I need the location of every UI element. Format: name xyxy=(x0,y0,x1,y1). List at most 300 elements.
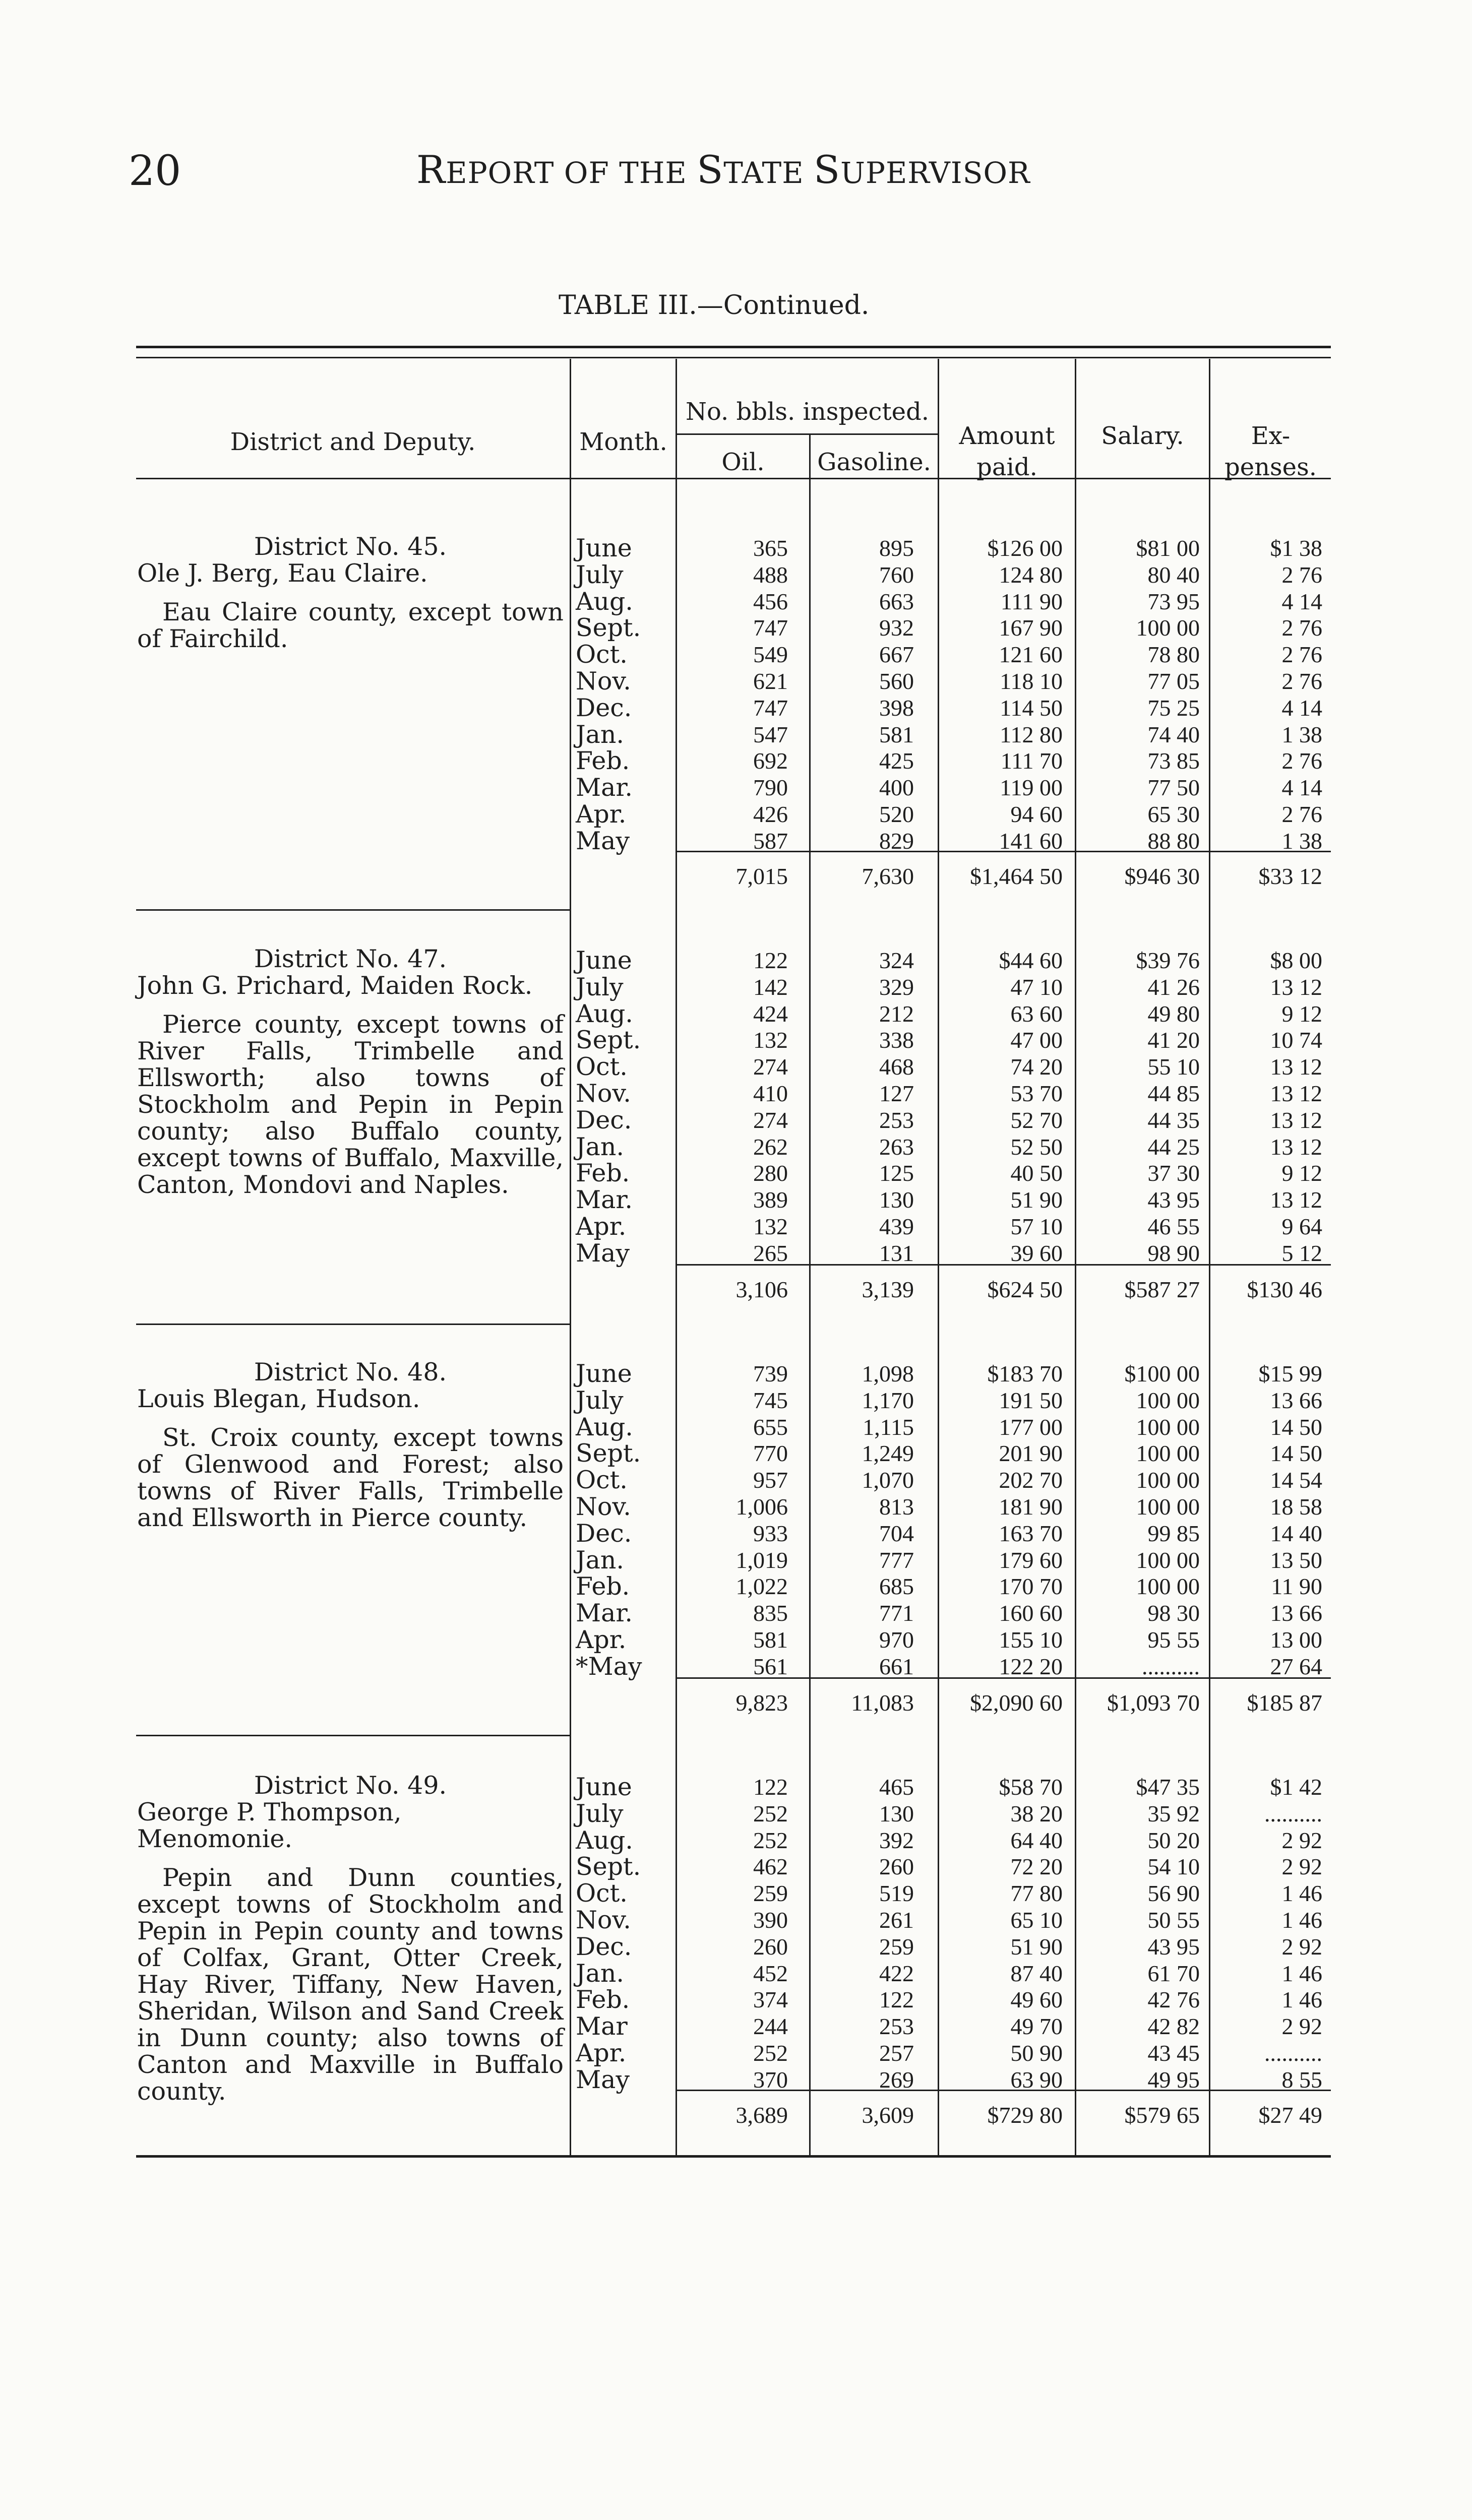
gasoline-cell: 661 xyxy=(879,1653,914,1679)
oil-cell: 456 xyxy=(753,588,788,614)
amount-cell: 119 00 xyxy=(1000,775,1063,801)
salary-cell: 100 00 xyxy=(1136,1573,1200,1600)
amount-cell: $183 70 xyxy=(987,1361,1063,1387)
oil-cell: 747 xyxy=(753,615,788,641)
salary-cell: 80 40 xyxy=(1147,561,1200,588)
salary-cell: 99 85 xyxy=(1147,1520,1200,1546)
salary-cell: 46 55 xyxy=(1147,1213,1200,1239)
expenses-cell: 5 12 xyxy=(1281,1240,1322,1266)
salary-cell: 42 82 xyxy=(1147,2013,1200,2040)
table-caption: TABLE III.—Continued. xyxy=(559,290,870,321)
salary-cell: 100 00 xyxy=(1136,1493,1200,1520)
col-rule-month xyxy=(570,359,571,2155)
gasoline-cell: 970 xyxy=(879,1626,914,1653)
expenses-cell: 2 76 xyxy=(1281,668,1322,694)
oil-cell: 692 xyxy=(753,748,788,774)
gasoline-cell: 813 xyxy=(879,1493,914,1520)
col-header-expenses: Ex- penses. xyxy=(1224,422,1317,481)
month-cell: Apr. xyxy=(576,1212,627,1241)
oil-cell: 747 xyxy=(753,695,788,721)
gasoline-cell: 122 xyxy=(879,1987,914,2013)
month-cell: Nov. xyxy=(576,666,631,696)
month-cell: Aug. xyxy=(576,1412,633,1441)
gasoline-cell: 667 xyxy=(879,642,914,668)
oil-cell: 424 xyxy=(753,1000,788,1027)
gasoline-cell: 685 xyxy=(879,1573,914,1600)
section-rule xyxy=(136,1735,570,1736)
month-column xyxy=(576,535,671,855)
amount-cell: 53 70 xyxy=(1010,1080,1063,1106)
expenses-cell: 1 46 xyxy=(1281,1960,1322,1986)
oil-cell: 549 xyxy=(753,642,788,668)
gasoline-cell: 932 xyxy=(879,615,914,641)
district-info xyxy=(137,1772,564,2105)
district-territory: Eau Claire county, except town of Fairchild. xyxy=(137,598,564,653)
expenses-cell: 13 12 xyxy=(1270,974,1322,1000)
gasoline-cell: 212 xyxy=(879,1000,914,1027)
amount-cell: 181 90 xyxy=(999,1493,1063,1520)
expenses-cell: 9 64 xyxy=(1281,1213,1322,1239)
district-info xyxy=(137,1359,564,1531)
salary-cell: 43 45 xyxy=(1147,2040,1200,2066)
month-cell: Jan. xyxy=(576,720,624,749)
expenses-cell: 13 12 xyxy=(1270,1187,1322,1213)
amount-cell: 51 90 xyxy=(1010,1187,1063,1213)
month-cell: Feb. xyxy=(576,1572,630,1601)
gasoline-cell: 425 xyxy=(879,748,914,774)
amount-total: $1,464 50 xyxy=(970,863,1063,889)
expenses-cell: $15 99 xyxy=(1258,1361,1322,1387)
amount-cell: 114 50 xyxy=(1000,695,1063,721)
oil-cell: 252 xyxy=(753,1827,788,1853)
expenses-cell: 13 66 xyxy=(1270,1600,1322,1626)
salary-cell: 43 95 xyxy=(1147,1187,1200,1213)
month-cell: Oct. xyxy=(576,640,628,669)
gasoline-cell: 777 xyxy=(879,1547,914,1573)
oil-cell: 1,006 xyxy=(735,1493,788,1520)
expenses-cell: 11 90 xyxy=(1271,1573,1322,1600)
salary-cell: 100 00 xyxy=(1136,1547,1200,1573)
gasoline-cell: 1,070 xyxy=(862,1467,914,1493)
month-cell: Sept. xyxy=(576,1439,641,1468)
oil-cell: 933 xyxy=(753,1520,788,1546)
expenses-column xyxy=(1210,1361,1322,1680)
amount-cell: 72 20 xyxy=(1010,1854,1063,1880)
month-cell: July xyxy=(576,560,624,589)
oil-cell: 790 xyxy=(753,775,788,801)
salary-cell: 73 95 xyxy=(1147,588,1200,614)
salary-cell: 95 55 xyxy=(1147,1626,1200,1653)
expenses-cell: 2 92 xyxy=(1281,1933,1322,1960)
expenses-cell: 2 76 xyxy=(1281,748,1322,774)
gasoline-cell: 130 xyxy=(879,1800,914,1826)
col-header-oil: Oil. xyxy=(721,448,765,476)
salary-cell: 75 25 xyxy=(1147,695,1200,721)
salary-column xyxy=(1076,535,1200,855)
oil-cell: 252 xyxy=(753,2040,788,2066)
salary-cell: $100 00 xyxy=(1124,1361,1200,1387)
oil-cell: 132 xyxy=(753,1213,788,1239)
gasoline-cell: 131 xyxy=(879,1240,914,1266)
oil-cell: 452 xyxy=(753,1960,788,1986)
salary-cell: 74 40 xyxy=(1147,721,1200,747)
salary-total: $1,093 70 xyxy=(1107,1690,1200,1716)
district-info xyxy=(137,946,564,1198)
salary-cell: 77 50 xyxy=(1147,775,1200,801)
section-rule xyxy=(136,909,570,911)
gasoline-cell: 1,115 xyxy=(863,1414,914,1440)
month-cell: Jan. xyxy=(576,1132,624,1161)
month-cell: *May xyxy=(576,1652,642,1681)
expenses-cell: 1 46 xyxy=(1281,1987,1322,2013)
salary-cell: 50 55 xyxy=(1147,1907,1200,1933)
salary-cell: 44 35 xyxy=(1147,1107,1200,1133)
month-cell: Apr. xyxy=(576,799,627,829)
gasoline-total: 11,083 xyxy=(851,1690,914,1716)
expenses-cell: 18 58 xyxy=(1270,1493,1322,1520)
oil-total: 3,689 xyxy=(735,2102,788,2128)
amount-cell: 179 60 xyxy=(999,1547,1063,1573)
amount-cell: 38 20 xyxy=(1010,1800,1063,1826)
month-column xyxy=(576,948,671,1267)
amount-cell: 202 70 xyxy=(999,1467,1063,1493)
oil-cell: 244 xyxy=(753,2013,788,2040)
oil-cell: 1,019 xyxy=(735,1547,788,1573)
expenses-column xyxy=(1210,948,1322,1267)
gasoline-cell: 127 xyxy=(879,1080,914,1106)
amount-cell: 112 80 xyxy=(1000,721,1063,747)
month-cell: Feb. xyxy=(576,1985,630,2014)
gasoline-column xyxy=(811,535,914,855)
month-cell: Feb. xyxy=(576,746,630,776)
expenses-cell: $8 00 xyxy=(1270,948,1322,973)
expenses-cell: 14 50 xyxy=(1270,1440,1322,1467)
expenses-cell: 13 12 xyxy=(1270,1133,1322,1160)
oil-cell: 132 xyxy=(753,1027,788,1053)
month-cell: Nov. xyxy=(576,1905,631,1934)
amount-column xyxy=(939,1361,1063,1680)
header-bottom-rule xyxy=(136,478,1331,479)
expenses-cell: 2 76 xyxy=(1281,801,1322,827)
expenses-total: $130 46 xyxy=(1247,1277,1322,1302)
salary-cell: 98 30 xyxy=(1147,1600,1200,1626)
gasoline-cell: 760 xyxy=(879,561,914,588)
expenses-cell: 2 92 xyxy=(1281,2013,1322,2040)
amount-cell: 163 70 xyxy=(999,1520,1063,1546)
amount-cell: 155 10 xyxy=(999,1626,1063,1653)
oil-cell: 655 xyxy=(753,1414,788,1440)
salary-cell: 41 20 xyxy=(1147,1027,1200,1053)
district-title: District No. 49. xyxy=(254,1771,447,1800)
oil-cell: 370 xyxy=(753,2066,788,2093)
oil-cell: 835 xyxy=(753,1600,788,1626)
gasoline-cell: 261 xyxy=(879,1907,914,1933)
gasoline-cell: 520 xyxy=(879,801,914,827)
expenses-cell: 2 76 xyxy=(1281,561,1322,588)
expenses-cell: 1 38 xyxy=(1281,828,1322,854)
salary-cell: 54 10 xyxy=(1147,1854,1200,1880)
oil-cell: 739 xyxy=(753,1361,788,1387)
month-cell: Dec. xyxy=(576,693,632,722)
salary-cell: 49 95 xyxy=(1147,2066,1200,2093)
bbls-subrule xyxy=(676,433,938,435)
expenses-cell: 4 14 xyxy=(1281,695,1322,721)
district-territory: Pepin and Dunn counties, except towns of Stockholm and Pepin in Pepin county and towns of Colfax, Grant, Otter Creek, Hay River, Tiffany, New Haven, Sheridan, Wilson and Sand Creek in Dunn county; also towns of Canton and Maxville in Buffalo county. xyxy=(137,1863,564,2106)
expenses-total: $185 87 xyxy=(1247,1690,1322,1716)
expenses-cell: $1 38 xyxy=(1270,535,1322,561)
oil-cell: 274 xyxy=(753,1054,788,1080)
expenses-total: $27 49 xyxy=(1258,2102,1322,2128)
month-cell: Oct. xyxy=(576,1879,628,1908)
oil-cell: 1,022 xyxy=(735,1573,788,1600)
gasoline-cell: 260 xyxy=(879,1854,914,1880)
gasoline-cell: 257 xyxy=(879,2040,914,2066)
deputy-name: John G. Prichard, Maiden Rock. xyxy=(137,971,533,1000)
gasoline-cell: 338 xyxy=(879,1027,914,1053)
expenses-cell: 1 46 xyxy=(1281,1907,1322,1933)
amount-total: $2,090 60 xyxy=(970,1690,1063,1716)
running-header: REPORT OF THE STATE SUPERVISOR xyxy=(416,147,1030,192)
gasoline-cell: 1,098 xyxy=(862,1361,914,1387)
amount-cell: 177 00 xyxy=(999,1414,1063,1440)
expenses-cell: 14 54 xyxy=(1270,1467,1322,1493)
amount-cell: 170 70 xyxy=(999,1573,1063,1600)
oil-cell: 122 xyxy=(753,1774,788,1800)
expenses-cell: 10 74 xyxy=(1270,1027,1322,1053)
expenses-cell: .......... xyxy=(1264,2040,1322,2066)
amount-cell: 121 60 xyxy=(999,642,1063,668)
oil-cell: 122 xyxy=(753,948,788,973)
month-cell: June xyxy=(576,1773,632,1801)
gasoline-cell: 269 xyxy=(879,2066,914,2093)
amount-cell: 87 40 xyxy=(1010,1960,1063,1986)
amount-column xyxy=(939,1774,1063,2094)
gasoline-cell: 581 xyxy=(879,721,914,747)
month-cell: Oct. xyxy=(576,1052,628,1082)
salary-cell: 100 00 xyxy=(1136,1414,1200,1440)
gasoline-cell: 468 xyxy=(879,1054,914,1080)
month-cell: Jan. xyxy=(576,1959,624,1988)
month-cell: Sept. xyxy=(576,613,641,643)
gasoline-cell: 1,249 xyxy=(862,1440,914,1467)
oil-cell: 587 xyxy=(753,828,788,854)
salary-cell: 44 25 xyxy=(1147,1133,1200,1160)
amount-cell: 57 10 xyxy=(1010,1213,1063,1239)
expenses-cell: 9 12 xyxy=(1281,1000,1322,1027)
gasoline-total: 7,630 xyxy=(862,863,914,889)
expenses-cell: 2 92 xyxy=(1281,1827,1322,1853)
month-cell: Apr. xyxy=(576,1625,627,1654)
gasoline-cell: 560 xyxy=(879,668,914,694)
salary-cell: 100 00 xyxy=(1136,1387,1200,1413)
gasoline-column xyxy=(811,1774,914,2094)
month-cell: May xyxy=(576,826,630,855)
expenses-cell: 1 46 xyxy=(1281,1880,1322,1907)
salary-cell: .......... xyxy=(1142,1653,1200,1679)
amount-cell: 47 10 xyxy=(1010,974,1063,1000)
amount-total: $624 50 xyxy=(987,1277,1063,1302)
month-cell: Mar. xyxy=(576,773,633,802)
gasoline-total: 3,609 xyxy=(862,2102,914,2128)
month-column xyxy=(576,1774,671,2094)
oil-cell: 265 xyxy=(753,1240,788,1266)
amount-cell: 141 60 xyxy=(999,828,1063,854)
amount-column xyxy=(939,535,1063,855)
salary-cell: 55 10 xyxy=(1147,1054,1200,1080)
oil-cell: 389 xyxy=(753,1187,788,1213)
salary-cell: 50 20 xyxy=(1147,1827,1200,1853)
deputy-name: Louis Blegan, Hudson. xyxy=(137,1384,420,1413)
table-top-rule xyxy=(136,346,1331,348)
oil-cell: 274 xyxy=(753,1107,788,1133)
gasoline-cell: 253 xyxy=(879,2013,914,2040)
col-header-amount: Amount paid. xyxy=(959,422,1055,481)
expenses-cell: 1 38 xyxy=(1281,721,1322,747)
gasoline-total: 3,139 xyxy=(862,1277,914,1302)
oil-total: 3,106 xyxy=(735,1277,788,1302)
salary-cell: 73 85 xyxy=(1147,748,1200,774)
gasoline-cell: 439 xyxy=(879,1213,914,1239)
oil-cell: 957 xyxy=(753,1467,788,1493)
salary-cell: 44 85 xyxy=(1147,1080,1200,1106)
month-cell: June xyxy=(576,946,632,975)
salary-column xyxy=(1076,1361,1200,1680)
col-header-month: Month. xyxy=(579,428,667,456)
amount-cell: 49 60 xyxy=(1010,1987,1063,2013)
amount-cell: 124 80 xyxy=(999,561,1063,588)
expenses-cell: 9 12 xyxy=(1281,1160,1322,1186)
gasoline-cell: 400 xyxy=(879,775,914,801)
col-header-bbls: No. bbls. inspected. xyxy=(685,398,930,426)
month-cell: Aug. xyxy=(576,587,633,616)
gasoline-cell: 1,170 xyxy=(862,1387,914,1413)
expenses-cell: 4 14 xyxy=(1281,775,1322,801)
gasoline-cell: 259 xyxy=(879,1933,914,1960)
gasoline-cell: 329 xyxy=(879,974,914,1000)
salary-total: $579 65 xyxy=(1124,2102,1200,2128)
oil-cell: 581 xyxy=(753,1626,788,1653)
gasoline-cell: 771 xyxy=(879,1600,914,1626)
salary-cell: 77 05 xyxy=(1147,668,1200,694)
amount-total: $729 80 xyxy=(987,2102,1063,2128)
month-cell: Mar. xyxy=(576,1185,633,1215)
oil-cell: 462 xyxy=(753,1854,788,1880)
amount-cell: $58 70 xyxy=(999,1774,1063,1800)
amount-cell: 191 50 xyxy=(999,1387,1063,1413)
amount-cell: 50 90 xyxy=(1010,2040,1063,2066)
expenses-cell: $1 42 xyxy=(1270,1774,1322,1800)
oil-cell: 561 xyxy=(753,1653,788,1679)
month-cell: July xyxy=(576,1385,624,1415)
gasoline-cell: 663 xyxy=(879,588,914,614)
expenses-column xyxy=(1210,535,1322,855)
expenses-column xyxy=(1210,1774,1322,2094)
month-cell: Sept. xyxy=(576,1852,641,1881)
expenses-total: $33 12 xyxy=(1258,863,1322,889)
district-territory: Pierce county, except towns of River Falls, Trimbelle and Ellsworth; also towns of Stockholm and Pepin in Pepin county; also Buffalo county, except towns of Buffalo, Maxville, Canton, Mondovi and Naples. xyxy=(137,1010,564,1199)
gasoline-cell: 125 xyxy=(879,1160,914,1186)
oil-column xyxy=(677,1774,788,2094)
expenses-cell: 13 66 xyxy=(1270,1387,1322,1413)
salary-cell: 88 80 xyxy=(1147,828,1200,854)
salary-cell: 100 00 xyxy=(1136,615,1200,641)
salary-cell: 35 92 xyxy=(1147,1800,1200,1826)
oil-cell: 410 xyxy=(753,1080,788,1106)
amount-cell: 47 00 xyxy=(1010,1027,1063,1053)
amount-cell: 201 90 xyxy=(999,1440,1063,1467)
page-number: 20 xyxy=(129,147,181,195)
deputy-name: Ole J. Berg, Eau Claire. xyxy=(137,559,428,588)
amount-cell: 122 20 xyxy=(999,1653,1063,1679)
expenses-cell: 4 14 xyxy=(1281,588,1322,614)
month-cell: July xyxy=(576,972,624,1001)
salary-cell: 43 95 xyxy=(1147,1933,1200,1960)
table-bottom-rule xyxy=(136,2155,1331,2158)
district-title: District No. 45. xyxy=(254,532,447,561)
amount-cell: 167 90 xyxy=(999,615,1063,641)
oil-cell: 280 xyxy=(753,1160,788,1186)
amount-cell: $126 00 xyxy=(987,535,1063,561)
amount-cell: 40 50 xyxy=(1010,1160,1063,1186)
section-rule xyxy=(136,1324,570,1325)
salary-cell: 61 70 xyxy=(1147,1960,1200,1986)
amount-cell: 111 70 xyxy=(1000,748,1063,774)
month-cell: May xyxy=(576,1238,630,1268)
deputy-name: George P. Thompson, Menomonie. xyxy=(137,1798,402,1853)
month-cell: Sept. xyxy=(576,1026,641,1055)
expenses-cell: 27 64 xyxy=(1270,1653,1322,1679)
month-cell: Jan. xyxy=(576,1545,624,1574)
gasoline-cell: 465 xyxy=(879,1774,914,1800)
amount-column xyxy=(939,948,1063,1267)
amount-cell: 39 60 xyxy=(1010,1240,1063,1266)
district-title: District No. 48. xyxy=(254,1358,447,1387)
amount-cell: 52 70 xyxy=(1010,1107,1063,1133)
amount-cell: 49 70 xyxy=(1010,2013,1063,2040)
salary-total: $946 30 xyxy=(1124,863,1200,889)
amount-cell: 77 80 xyxy=(1010,1880,1063,1907)
amount-cell: 52 50 xyxy=(1010,1133,1063,1160)
salary-cell: 42 76 xyxy=(1147,1987,1200,2013)
oil-cell: 770 xyxy=(753,1440,788,1467)
oil-cell: 260 xyxy=(753,1933,788,1960)
month-cell: July xyxy=(576,1799,624,1828)
district-info xyxy=(137,533,564,652)
gasoline-cell: 829 xyxy=(879,828,914,854)
oil-column xyxy=(677,948,788,1267)
expenses-cell: .......... xyxy=(1264,1800,1322,1826)
month-cell: Dec. xyxy=(576,1932,632,1961)
gasoline-cell: 130 xyxy=(879,1187,914,1213)
month-cell: Dec. xyxy=(576,1105,632,1135)
salary-cell: 56 90 xyxy=(1147,1880,1200,1907)
month-cell: Feb. xyxy=(576,1159,630,1188)
month-cell: Mar. xyxy=(576,1599,633,1628)
salary-column xyxy=(1076,1774,1200,2094)
expenses-cell: 2 92 xyxy=(1281,1854,1322,1880)
col-header-district: District and Deputy. xyxy=(230,428,476,456)
expenses-cell: 2 76 xyxy=(1281,642,1322,668)
salary-cell: 37 30 xyxy=(1147,1160,1200,1186)
amount-cell: 160 60 xyxy=(999,1600,1063,1626)
gasoline-cell: 519 xyxy=(879,1880,914,1907)
oil-cell: 547 xyxy=(753,721,788,747)
oil-column xyxy=(677,535,788,855)
month-cell: May xyxy=(576,2065,630,2094)
gasoline-cell: 422 xyxy=(879,1960,914,1986)
expenses-cell: 2 76 xyxy=(1281,615,1322,641)
expenses-cell: 13 12 xyxy=(1270,1080,1322,1106)
